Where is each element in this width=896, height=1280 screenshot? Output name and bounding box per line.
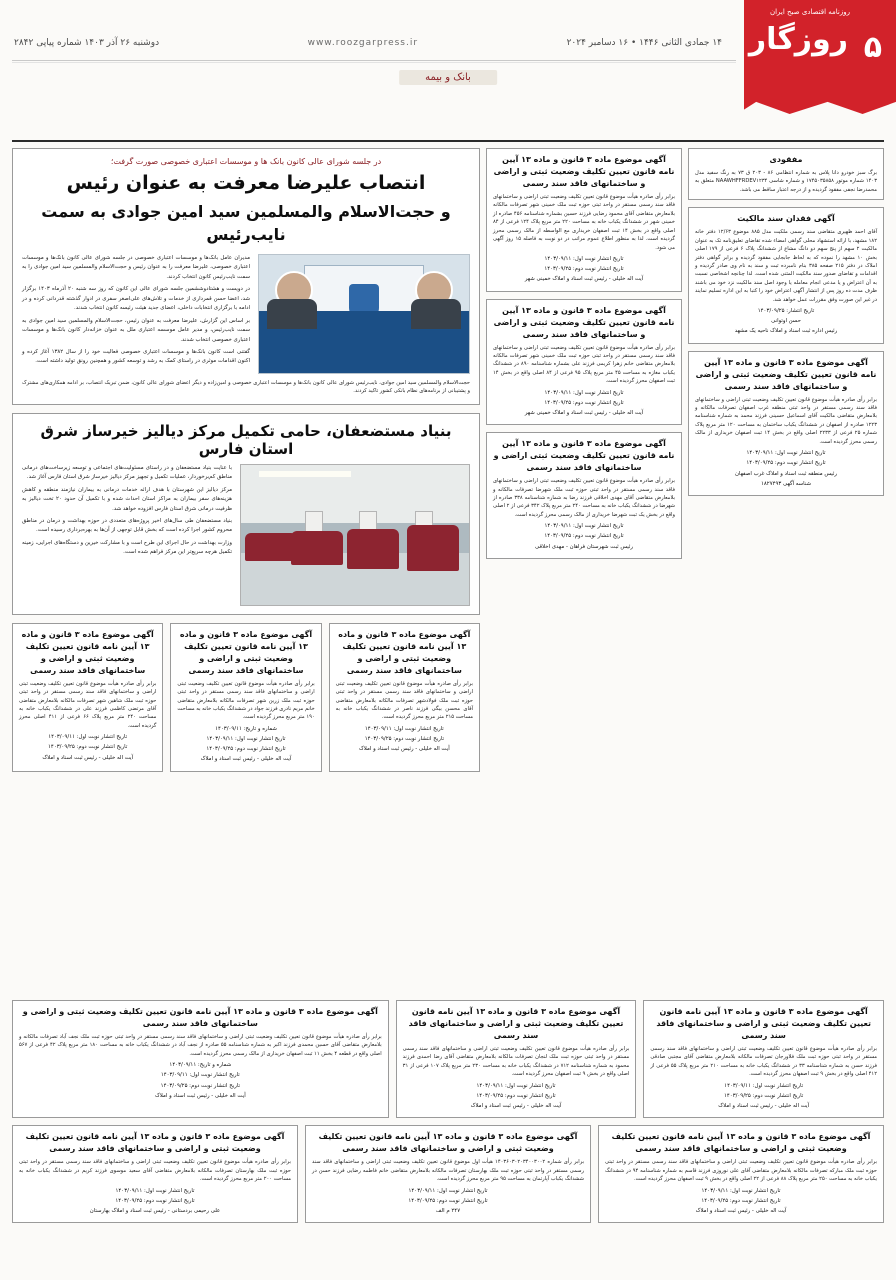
ad-sig-line: تاریخ انتشار نوبت اول: ۱۴۰۳/۰۹/۱۱: [544, 255, 624, 262]
ads-bottom-row-2: [12, 1125, 884, 1223]
lead-headline-sub: و حجت‌الاسلام والمسلمین سید امین جوادی به سمت نایب‌رئیس: [41, 201, 451, 244]
ad-body: برابر رأی صادره هیأت موضوع قانون تعیین تکلیف وضعیت ثبتی اراضی و ساختمانهای فاقد سند رسمی مستقر در واحد ثبتی حوزه ثبت ملک فلاورجان تصرفات مالکانه بلامعارض متقاضی آقای مجتبی صادقی فرزند حسن به شماره شناسنامه ۳۳ در ششدانگ یکباب خانه به مساحت ۲۱۰ متر مربع پلاک ۵۵ فرعی از ۴۱۲ اصلی واقع در بخش ۹ ثبت اصفهان محرز گردیده است.: [650, 1046, 877, 1078]
ad-body: برابر رأی صادره هیأت موضوع قانون تعیین تکلیف وضعیت ثبتی اراضی و ساختمانهای فاقد سند رسمی مستقر در واحد ثبتی حوزه ثبت ملک نجف آباد تصرفات مالکانه و بلامعارض متقاضی آقای حسین محمدی فرزند اکبر به شماره شناسنامه ۵۵ صادره از نجف آباد در ششدانگ یکباب خانه به مساحت ۱۸۰ متر مربع پلاک ۴۲ فرعی از ۵۶۷ اصلی واقع در قطعه ۴ بخش ۱۱ ثبت اصفهان خریداری از مالک رسمی محرز گردیده است.: [18, 1034, 382, 1057]
persian-date: دوشنبه ۲۶ آذر ۱۴۰۳ شماره پیاپی ۲۸۴۲: [14, 38, 160, 48]
ad-lost-document: [688, 148, 884, 200]
ad-signature: [695, 307, 877, 337]
ad-sig-line: حسن اوتوانی: [771, 318, 801, 325]
ad-sig-line: آیت اله خلیلی - رئیس ثبت اسناد و املاک: [358, 746, 450, 753]
ad-signature: [336, 725, 473, 755]
ad-sig-line: آیت اله خلیلی - رئیس ثبت اسناد و املاک: [695, 1207, 787, 1214]
ad-sig-line: تاریخ انتشار نوبت اول: ۱۴۰۳/۰۹/۱۱: [724, 1082, 804, 1089]
ad-sig-line: تاریخ انتشار نوبت دوم: ۱۴۰۳/۰۹/۲۵: [48, 744, 128, 751]
masthead-rule-top: [12, 60, 736, 61]
feature2-body: [22, 464, 470, 606]
lead-paragraph: گفتنی است کانون بانک‌ها و موسسات اعتباری خصوصی فعالیت خود را از سال ۱۳۸۲ آغاز کرده و اکنون اقدامات موثری در راستای کمک به رشد و توسعه کشور و همچنین رونق تولید داشته است.: [22, 349, 250, 365]
ad-sig-line: تاریخ انتشار نوبت دوم: ۱۴۰۳/۰۹/۲۵: [364, 736, 444, 743]
ad-bottom-2-a: [598, 1125, 884, 1223]
ad-body: برابر رأی صادره هیأت موضوع قانون تعیین تکلیف وضعیت ثبتی اراضی و ساختمانهای فاقد سند رسمی مستقر در واحد ثبتی حوزه ثبت ملک فولادشهر تصرفات مالکانه بلامعارض متقاضی آقای محسن بیگی فرزند ناصر در ششدانگ یکباب خانه به مساحت ۲۱۵ متر مربع محرز گردیده است.: [335, 680, 473, 721]
ad-bottom-1-c: [643, 1000, 884, 1118]
lead-text: [22, 254, 250, 374]
ad-sig-line: تاریخ انتشار نوبت دوم: ۱۴۰۳/۰۹/۲۵: [206, 746, 286, 753]
site-url[interactable]: www.roozgarpress.ir: [307, 38, 419, 48]
ad-signature: [493, 389, 675, 419]
ad-sig-line: تاریخ انتشار نوبت دوم: ۱۴۰۳/۰۹/۲۵: [544, 266, 624, 273]
masthead-rule-bottom: [12, 62, 736, 63]
ad-body: برابر رأی صادره هیأت موضوع قانون تعیین تکلیف وضعیت ثبتی اراضی و ساختمانهای فاقد سند رسمی مستقر در واحد ثبتی حوزه ثبت ملک شاهین شهر تصرفات مالکانه بلامعارض متقاضی آقای مرتضی کاظمی فرزند علی در ششدانگ یکباب خانه به مساحت ۲۴۰ متر مربع پلاک ۶۶ فرعی از ۴۱۱ اصلی محرز گردیده است.: [19, 680, 157, 729]
header-divider: [12, 140, 884, 142]
patient-chair: [347, 529, 399, 569]
ad-sig-line: آیت اله خلیلی - رئیس ثبت اسناد و املاک: [42, 754, 134, 761]
ad-mid-row-c: [329, 623, 480, 772]
ad-title: مفقودی: [769, 155, 803, 164]
feature2-headline: بنیاد مستضعفان، حامی تکمیل مرکز دیالیز خیرساز شرق استان فارس: [40, 421, 452, 458]
ad-body: برابر رأی صادره هیأت موضوع قانون تعیین تکلیف وضعیت ثبتی اراضی و ساختمانهای فاقد سند رسمی مستقر در واحد ثبتی حوزه ثبت ملک شهرضا تصرفات مالکانه و بلامعارض متقاضی آقای مهدی اخلاقی فرزند رضا به شماره شناسنامه ۳۳۸ صادره از شهرضا در ششدانگ یکباب خانه به مساحت ۲۴۰ متر مربع پلاک ۳۴۲ فرعی از ۲ اصلی واقع در بخش یک ثبت شهرضا خریداری از مالک رسمی محرز گردیده است.: [493, 478, 676, 518]
masthead: [0, 0, 896, 96]
ad-title: آگهی موضوع ماده ۳ قانون و ماده ۱۳ آیین نامه قانون تعیین تکلیف وضعیت ثبتی و اراضی و ساختمانهای فاقد سند رسمی: [695, 357, 877, 391]
ad-body: برابر رأی صادره هیأت موضوع قانون تعیین تکلیف وضعیت ثبتی اراضی و ساختمانهای فاقد سند رسمی مستقر در واحد ثبتی حوزه ثبت ملک خمینی شهر تصرفات مالکانه بلامعارض متقاضی خانم زهرا کریمی فرزند علی بشماره شناسنامه ۸۹۰ در ششدانگ یکباب مغازه به مساحت ۴۵ متر مربع پلاک ۹۵ فرعی از ۸۴ اصلی واقع در بخش ۱۴ ثبت اصفهان محرز گردیده است.: [493, 344, 675, 385]
ad-bottom-1-b: [396, 1000, 637, 1118]
section-badge: بانک و بیمه: [399, 70, 497, 85]
ad-sig-line: تاریخ انتشار نوبت اول: ۱۴۰۳/۰۹/۱۱: [476, 1082, 556, 1089]
ad-lost-deed: [688, 207, 884, 343]
ad-title: آگهی فقدان سند مالکیت: [737, 214, 835, 224]
ad-sig-line: تاریخ انتشار نوبت دوم: ۱۴۰۳/۰۹/۲۵: [544, 533, 624, 540]
ad-sig-line: رئیس منطقه ثبت اسناد و املاک غرب اصفهان: [734, 470, 838, 477]
ad-signature: [605, 1187, 877, 1217]
ad-sig-line: آیت اله خلیلی - رئیس ثبت اسناد و املاک: [470, 1103, 562, 1110]
gregorian-date: ۱۴ جمادی الثانی ۱۴۴۶ • ۱۶ دسامبر ۲۰۲۴: [566, 38, 722, 48]
ad-title: آگهی موضوع ماده ۳ قانون و ماده ۱۳ آیین نامه قانون تعیین تکلیف وضعیت ثبتی و اراضی و ساختمانهای فاقد سند رسمی: [656, 1007, 871, 1040]
ad-sig-line: ۲۴۷ م الف: [435, 1207, 461, 1214]
feature2-paragraph: با عنایت بنیاد مستضعفان و در راستای مسئولیت‌های اجتماعی و توسعه زیرساخت‌های درمانی مناطق کم‌برخوردار، عملیات تکمیل و تجهیز مرکز دیالیز خیرساز شرق استان فارس آغاز شد.: [22, 464, 232, 481]
ad-legal-notice-mid-1: [486, 148, 682, 292]
ad-title: آگهی موضوع ماده ۳ قانون و ماده ۱۳ آیین نامه قانون تعیین تکلیف وضعیت ثبتی اراضی و ساختمانهای فاقد سند رسمی: [493, 439, 675, 473]
ad-signature: [493, 255, 675, 285]
ad-signature: [312, 1187, 584, 1217]
ad-signature: [177, 725, 314, 765]
page-content: [12, 148, 884, 1270]
ad-title: آگهی موضوع ماده ۳ قانون و ماده ۱۳ آیین نامه قانون تعیین تکلیف وضعیت ثبتی و اراضی و ساختمانهای فاقد سند رسمی: [611, 1132, 871, 1154]
ad-signature: [19, 1061, 382, 1101]
ad-sig-line: تاریخ انتشار نوبت اول: ۱۴۰۳/۰۹/۱۱: [746, 450, 826, 457]
ad-sig-line: تاریخ انتشار نوبت دوم: ۱۴۰۳/۰۹/۲۵: [544, 399, 624, 406]
ad-sig-line: شماره و تاریخ: ۱۴۰۳/۰۹/۱۱: [169, 1062, 232, 1069]
lead-article: [12, 148, 480, 405]
ad-sig-line: تاریخ انتشار نوبت اول: ۱۴۰۳/۰۹/۱۱: [701, 1187, 781, 1194]
ads-mid-row: [12, 623, 480, 772]
ad-title: آگهی موضوع ماده ۳ قانون و ماده ۱۳ آیین نامه قانون تعیین تکلیف وضعیت ثبتی و اراضی و ساختمانهای فاقد سند رسمی: [318, 1132, 578, 1154]
ad-title: آگهی موضوع ماده ۳ قانون و ماده ۱۳ آیین نامه قانون تعیین تکلیف وضعیت ثبتی و اراضی و ساختمانهای فاقد سند رسمی: [493, 155, 675, 188]
lead-caption: حجت‌الاسلام والمسلمین سید امین جوادی، نایب‌رئیس شورای عالی کانون بانک‌ها و موسسات اعتباری خصوصی و امین‌زاده و دیگر اعضای شورای عالی کانون، ضمن تبریک انتصاب، بر ادامه همکاری‌های مشترک و پشتیبانی از برنامه‌های نظام بانکی کشور تاکید کردند.: [22, 379, 470, 395]
ad-sig-line: تاریخ انتشار نوبت دوم: ۱۴۰۳/۰۹/۲۵: [115, 1197, 195, 1204]
ad-title: آگهی موضوع ماده ۳ قانون و ماده ۱۳ آیین نامه قانون تعیین تکلیف وضعیت ثبتی و اراضی و ساختمانهای فاقد سند رسمی: [408, 1007, 624, 1040]
ad-sig-line: آیت اله خلیلی - رئیس ثبت اسناد و املاک: [200, 756, 292, 763]
ad-sig-line: تاریخ انتشار نوبت اول: ۱۴۰۳/۰۹/۱۱: [544, 389, 624, 396]
ad-sig-line: تاریخ انتشار نوبت اول: ۱۴۰۳/۰۹/۱۱: [48, 734, 128, 741]
ad-sig-line: تاریخ انتشار نوبت دوم: ۱۴۰۳/۰۹/۲۵: [724, 1092, 804, 1099]
feature2-paragraph: بنیاد مستضعفان طی سال‌های اخیر پروژه‌های متعددی در حوزه بهداشت و درمان در مناطق محروم کشور اجرا کرده است که بخش قابل توجهی از آن‌ها به بهره‌برداری رسیده است.: [22, 518, 232, 534]
logo-wordmark: روزگار: [748, 22, 848, 57]
ad-sig-line: تاریخ انتشار نوبت دوم: ۱۴۰۳/۰۹/۲۵: [746, 460, 826, 467]
ad-signature: [695, 449, 877, 489]
ad-sig-line: تاریخ انتشار نوبت اول: ۱۴۰۳/۰۹/۱۱: [408, 1187, 488, 1194]
lead-headline-main: انتصاب علیرضا معرفت به عنوان رئیس: [66, 172, 426, 194]
ad-title: آگهی موضوع ماده ۳ قانون و ماده ۱۳ آیین نامه قانون تعیین تکلیف وضعیت ثبتی و اراضی و ساختمانهای فاقد سند رسمی: [22, 1007, 378, 1028]
ad-sig-line: آیت اله خلیلی - رئیس ثبت اسناد و املاک: [718, 1103, 810, 1110]
ad-body: برابر رأی صادره هیأت موضوع قانون تعیین تکلیف وضعیت ثبتی اراضی و ساختمانهای فاقد سند رسمی مستقر در واحد ثبتی حوزه ثبت ملک زرین شهر تصرفات مالکانه بلامعارض متقاضی خانم مریم نادری فرزند جواد در ششدانگ یکباب خانه به مساحت ۱۹۰ متر مربع محرز گردیده است.: [177, 680, 315, 721]
ad-body: برابر رأی شماره ۱۴۰۳۶۰۳۰۲۰۳۴۰۰۳۰۰۲ هیأت اول موضوع قانون تعیین تکلیف وضعیت ثبتی اراضی و ساختمانهای فاقد سند رسمی مستقر در واحد ثبتی حوزه ثبت ملک بهارستان تصرفات مالکانه بلامعارض متقاضی خانم فاطمه رضایی فرزند حسن در ششدانگ یکباب آپارتمان به مساحت ۹۵ متر مربع محرز گردیده است.: [312, 1159, 585, 1183]
patient-chair: [245, 533, 297, 561]
ad-legal-notice-right-3: [688, 351, 884, 496]
ad-sig-line: تاریخ انتشار نوبت دوم: ۱۴۰۳/۰۹/۲۵: [160, 1082, 240, 1089]
ad-legal-notice-mid-2: [486, 299, 682, 426]
ad-signature: [493, 522, 675, 552]
ad-title: آگهی موضوع ماده ۳ قانون و ماده ۱۳ آیین نامه قانون تعیین تکلیف وضعیت ثبتی و اراضی و ساختمانهای فاقد سند رسمی: [179, 629, 313, 675]
ad-signature: [19, 733, 156, 763]
feature2-paragraph: مرکز دیالیز این شهرستان با هدف ارائه خدمات درمانی به بیماران نیازمند منطقه و کاهش هزینه‌های سفر بیماران به مراکز استان احداث شده و با تکمیل آن حدود ۲۰ تخت دیالیز به ظرفیت درمانی شرق استان فارس افزوده خواهد شد.: [22, 486, 233, 512]
lead-kicker: در جلسه شورای عالی کانون بانک ها و موسسات اعتباری خصوصی صورت گرفت؛: [110, 157, 382, 166]
ad-sig-line: آیت اله خلیلی - رئیس ثبت اسناد و املاک خمینی شهر: [524, 276, 644, 283]
feature-article-dialysis: [12, 413, 480, 615]
ad-bottom-1-a: [12, 1000, 389, 1118]
lead-body: [22, 254, 470, 374]
ad-body: برابر رأی صادره هیأت موضوع قانون تعیین تکلیف وضعیت ثبتی اراضی و ساختمانهای فاقد سند رسمی مستقر در واحد ثبتی حوزه ثبت ملک لنجان تصرفات مالکانه بلامعارض متقاضی آقای رضا احمدی فرزند محمود به شماره شناسنامه ۷۱۲ در ششدانگ یکباب خانه به مساحت ۲۳۰ متر مربع پلاک ۱۰۷ فرعی از ۳۱ اصلی واقع در بخش ۹ ثبت اصفهان محرز گردیده است.: [402, 1046, 630, 1078]
dialysis-center-photo: [240, 464, 470, 606]
ad-sig-line: تاریخ انتشار نوبت دوم: ۱۴۰۳/۰۹/۲۵: [408, 1197, 488, 1204]
officials-photo: [258, 254, 470, 374]
ad-sig-line: آیت اله خلیلی - رئیس ثبت اسناد و املاک خمینی شهر: [524, 410, 644, 416]
ad-body: برگ سبز خودرو دانا پلاس به شماره انتظامی ۸۶ - ۲۰۳ ق ۷۳ به رنگ سفید مدل ۱۴۰۳ شماره موتور ۱۷۴۵۰۳۵۸۵۸ و شماره شاسی NAAWHFFRDEV۱۲۳۴ متعلق به محمدرضا نجفی مفقود گردیده و از درجه اعتبار ساقط می باشد.: [695, 170, 877, 193]
ads-bottom-row-1: [12, 1000, 884, 1118]
ad-bottom-2-c: [12, 1125, 298, 1223]
ad-sig-line: شناسه آگهی ۱۸۲۷۴۹۳: [761, 480, 811, 487]
ad-title: آگهی موضوع ماده ۳ قانون و ماده ۱۳ آیین نامه قانون تعیین تکلیف وضعیت ثبتی و اراضی و ساختمانهای فاقد سند رسمی: [21, 629, 154, 675]
feature2-paragraph: وزارت بهداشت در حال اجرای این طرح است و با مشارکت خیرین و دستگاه‌های اجرایی، زمینه تکمیل هرچه سریع‌تر این مرکز فراهم شده است.: [22, 539, 232, 556]
lead-headline: [22, 170, 470, 246]
masthead-meta: [0, 38, 736, 48]
ad-legal-notice-mid-3: [486, 432, 682, 559]
ad-signature: [650, 1082, 877, 1112]
ad-body: آقای احمد ظهیری متقاضی سند رسمی ملکیت مدل ۸۸۵ موضوع ۱۲/۶۳ دفتر خانه ۱۸۲ مشهد، با ارائه استشهاد محلی گواهی امضاء شده تقاضای تعلیق‌نامه تک به عنوان مالکیت ۲ سهم از پنج سهم دو دانگ مشاع از ششدانگ پلاک ۶ فرعی از ۱۷۹ اصلی بخش ۱۰ مشهد را نموده که به لحاظ جابجایی مفقود گردیده و برابر گواهی دفتر املاک در دفتر ۲۱۵ صفحه ۳۸۵ بنام نامبرده ثبت و سند به نام وی صادر گردیده و اقدامات و تقاضای صدور سند مالکیت المثنی شده است. لذا چنانچه اشخاصی نسبت به آن اعتراض و یا مدعی انجام معامله یا وجود اصل سند مالکیت نزد خود می باشند ظرف مدت ده روز پس از انتشار آگهی اعتراض خود را کتبا به این اداره تسلیم نمایند در غیر این صورت وفق مقررات عمل خواهد شد.: [695, 229, 878, 303]
patient-chair: [291, 531, 343, 565]
lead-paragraph: در دویست و هشتادوششمین جلسه شورای عالی این کانون که روز سه شنبه ۲۰ آذرماه ۱۴۰۳ برگزار شد، اعضا حسن قمرداری از خدمات و تلاش‌های علی‌اصغر سفری در ادوار گذشته قدردانی کرده و در ادامه با برگزاری انتخابات داخلی، اعضای جدید هیئت رئیسه کانون انتخاب شدند.: [22, 286, 250, 312]
feature2-text: [22, 464, 232, 606]
ad-sig-line: تاریخ انتشار نوبت اول: ۱۴۰۳/۰۹/۱۱: [364, 725, 444, 732]
ad-body: برابر رأی صادره هیأت موضوع قانون تعیین تکلیف وضعیت ثبتی اراضی و ساختمانهای فاقد سند رسمی مستقر در واحد ثبتی حوزه ثبت ملک بهارستان تصرفات مالکانه بلامعارض متقاضی آقای سعید موسوی فرزند کریم در ششدانگ یکباب خانه به مساحت ۲۰۰ متر مربع محرز گردیده است.: [19, 1159, 291, 1183]
ad-sig-line: تاریخ انتشار نوبت اول: ۱۴۰۳/۰۹/۱۱: [544, 523, 624, 530]
ad-signature: [19, 1187, 291, 1217]
ad-sig-line: علی رحیمی بردستانی - رئیس ثبت اسناد و املاک بهارستان: [89, 1207, 221, 1214]
ceiling-light-icon: [259, 471, 351, 477]
ad-mid-row-b: [170, 623, 321, 772]
ad-body: برابر رأی صادره هیأت موضوع قانون تعیین تکلیف وضعیت ثبتی اراضی و ساختمانهای فاقد سند رسمی مستقر در واحد ثبتی حوزه ثبت ملک مبارکه تصرفات مالکانه بلامعارض متقاضی آقای علی نوروزی فرزند قاسم به شماره شناسنامه ۹۴ در ششدانگ یکباب خانه به مساحت ۲۵۰ متر مربع پلاک ۸۸ فرعی از ۲۲ اصلی واقع در بخش ۹ ثبت اصفهان محرز گردیده است.: [605, 1159, 877, 1183]
ad-sig-line: تاریخ انتشار: ۱۴۰۳/۰۹/۲۵: [757, 308, 815, 315]
page-number: ۵: [863, 30, 882, 65]
ad-sig-line: رئیس ثبت شهرستان فراهان - مهدی اخلاقی: [534, 543, 633, 550]
ad-title: آگهی موضوع ماده ۳ قانون و ماده ۱۳ آیین نامه قانون تعیین تکلیف وضعیت ثبتی و اراضی و ساختمانهای فاقد سند رسمی: [493, 305, 675, 339]
logo-tagline: روزنامه اقتصادی صبح ایران: [769, 8, 850, 16]
ad-sig-line: تاریخ انتشار نوبت اول: ۱۴۰۳/۰۹/۱۱: [115, 1187, 195, 1194]
ad-body: برابر رأی صادره هیأت موضوع قانون تعیین تکلیف وضعیت ثبتی اراضی و ساختمانهای فاقد سند رسمی مستقر در واحد ثبتی حوزه ثبت ملک خمینی شهر تصرفات مالکانه بلامعارض متقاضی آقای محمود رضایی فرزند حسین بشماره شناسنامه ۴۵۶ صادره از خمینی شهر در ششدانگ یکباب خانه به مساحت ۲۲۰ متر مربع پلاک ۱۲۴ فرعی از ۸۴ اصلی واقع در بخش ۱۴ ثبت اصفهان خریداری مع الواسطه از مالک رسمی محرز گردیده است. لذا به منظور اطلاع عموم مراتب در دو نوبت به فاصله ۱۵ روز آگهی می شود.: [493, 194, 675, 251]
lead-paragraph: مدیران عامل بانک‌ها و موسسات اعتباری خصوصی در جلسه شورای عالی کانون بانک‌ها و موسسات اعتباری خصوصی، علیرضا معرفت را به عنوان رئیس و حجت‌الاسلام والمسلمین سید امین جوادی را به سمت نایب‌رئیس کانون انتخاب کردند.: [22, 254, 250, 280]
ads-bottom-area: [12, 1000, 884, 1230]
ad-title: آگهی موضوع ماده ۳ قانون و ماده ۱۳ آیین نامه قانون تعیین تکلیف وضعیت ثبتی و اراضی و ساختمانهای فاقد سند رسمی: [25, 1132, 285, 1154]
patient-chair: [407, 525, 459, 571]
ad-sig-line: تاریخ انتشار نوبت اول: ۱۴۰۳/۰۹/۱۱: [160, 1072, 240, 1079]
ad-sig-line: آیت اله خلیلی - رئیس ثبت اسناد و املاک: [154, 1092, 246, 1099]
person-body-right: [411, 299, 461, 329]
person-body-left: [267, 299, 317, 329]
ad-sig-line: تاریخ انتشار نوبت دوم: ۱۴۰۳/۰۹/۲۵: [701, 1197, 781, 1204]
lead-paragraph: بر اساس این گزارش، علیرضا معرفت به عنوان رئیس، حجت‌الاسلام والمسلمین سید امین جوادی به سمت نایب‌رئیس، و مدیر عامل موسسه اعتباری ملل به عنوان خزانه‌دار کانون بانک‌ها و موسسات اعتباری خصوصی انتخاب شدند.: [22, 317, 250, 343]
ad-sig-line: شماره و تاریخ: ۱۴۰۳/۰۹/۱۱: [215, 725, 277, 732]
ad-signature: [403, 1082, 630, 1112]
ad-title: آگهی موضوع ماده ۳ قانون و ماده ۱۳ آیین نامه قانون تعیین تکلیف وضعیت ثبتی و اراضی و ساختمانهای فاقد سند رسمی: [338, 629, 471, 675]
ad-mid-row-a: [12, 623, 163, 772]
ad-bottom-2-b: [305, 1125, 591, 1223]
ad-body: برابر رأی صادره هیأت موضوع قانون تعیین تکلیف وضعیت ثبتی اراضی و ساختمانهای فاقد سند رسمی مستقر در واحد ثبتی منطقه غرب اصفهان تصرفات مالکانه و بلامعارض متقاضی مالکیت آقای اسماعیل حسینی فرزند محمد به شماره شناسنامه ۱۲۲۳ صادره از اصفهان در ششدانگ یکباب ساختمان به مساحت ۱۲۰ متر مربع پلاک شماره ۲۵ فرعی از ۲۲۳۳ اصلی واقع در بخش ۱۴ ثبت اصفهان خریداری از مالک رسمی محرز گردیده است.: [695, 396, 878, 445]
ad-sig-line: تاریخ انتشار نوبت دوم: ۱۴۰۳/۰۹/۲۵: [476, 1092, 556, 1099]
ad-sig-line: رئیس اداره ثبت اسناد و املاک ناحیه یک مشهد: [734, 328, 838, 335]
ad-sig-line: تاریخ انتشار نوبت اول: ۱۴۰۳/۰۹/۱۱: [206, 736, 286, 743]
